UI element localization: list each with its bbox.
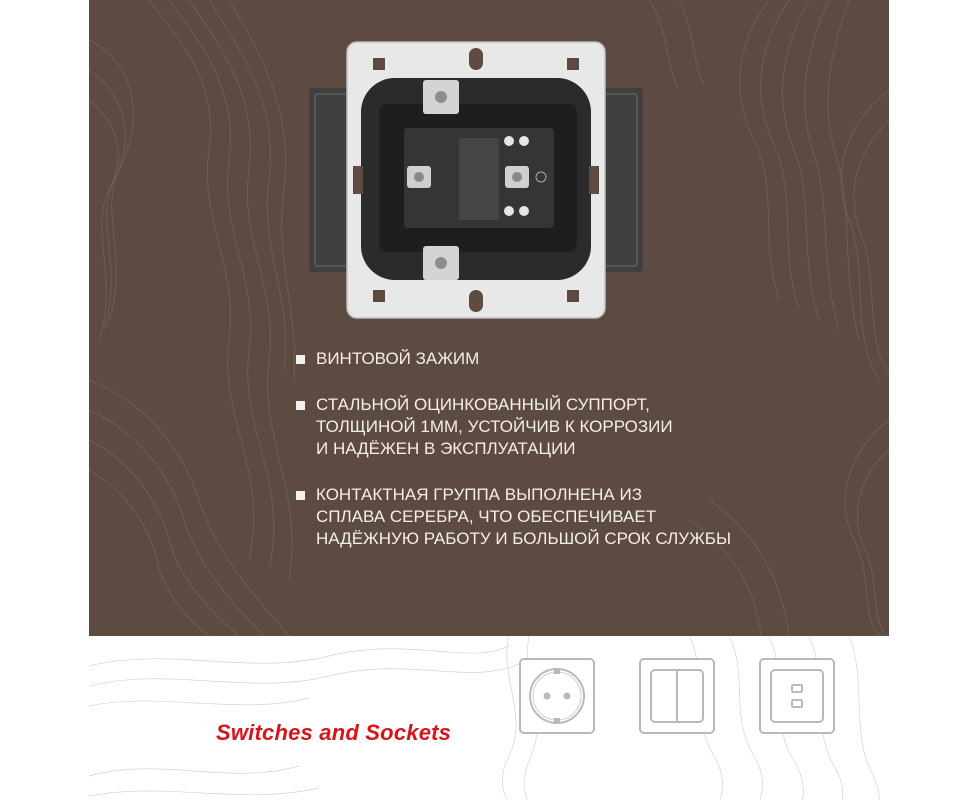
feature-text: СТАЛЬНОЙ ОЦИНКОВАННЫЙ СУППОРТ, ТОЛЩИНОЙ 1ММ, УСТОЙЧИВ К КОРРОЗИИ И НАДЁЖЕН В ЭКСПЛУАТАЦИИ bbox=[316, 395, 673, 458]
feature-item bbox=[293, 484, 813, 550]
double-switch-icon bbox=[637, 656, 717, 736]
feature-panel bbox=[89, 0, 889, 636]
brand-title: Switches and Sockets bbox=[216, 720, 452, 745]
socket-icon bbox=[517, 656, 597, 736]
feature-item bbox=[293, 348, 813, 370]
usb-socket-icon bbox=[757, 656, 837, 736]
square-bullet-icon bbox=[296, 491, 305, 500]
square-bullet-icon bbox=[296, 401, 305, 410]
feature-text: КОНТАКТНАЯ ГРУППА ВЫПОЛНЕНА ИЗ СПЛАВА СЕРЕБРА, ЧТО ОБЕСПЕЧИВАЕТ НАДЁЖНУЮ РАБОТУ И БОЛЬШОЙ СРОК СЛУЖБЫ bbox=[316, 485, 732, 548]
square-bullet-icon bbox=[296, 355, 305, 364]
feature-text: ВИНТОВОЙ ЗАЖИМ bbox=[316, 349, 480, 368]
brand-band bbox=[89, 636, 889, 800]
feature-item bbox=[293, 394, 813, 460]
socket-mechanism-image bbox=[309, 38, 643, 322]
feature-list bbox=[293, 348, 813, 574]
